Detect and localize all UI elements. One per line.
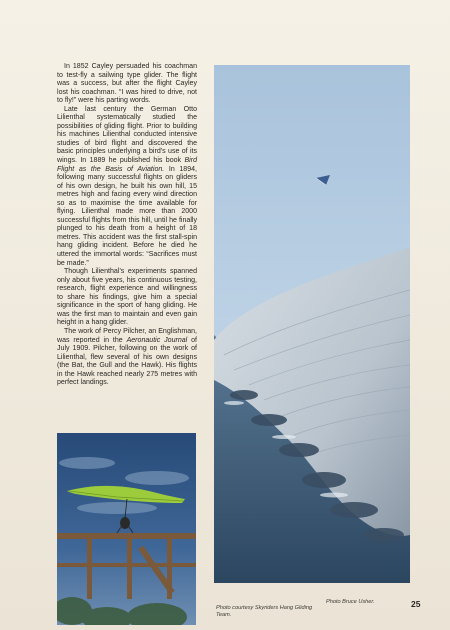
- paragraph-significance: Though Lilienthal’s experiments spanned only about five years, his continuous testing, research, flight experience and willingness to share his findings, give him a special significance in the sport of hang gliding. He was the first man to maintain and even gain height in a hang glider.: [57, 268, 197, 327]
- paragraph-lilienthal-part-2: In 1894, following many successful flights on gliders of his own design, he built his own hill, 15 metres high and facing every wind direction so as to maximise the time available for flying. Lilienthal made more than 2000 successful flights from this hill, until he finally plunged to his death from a height of 18 metres. This accident was the first stall-spin hang gliding incident. Before he died he uttered the immortal words: “Sacrifices must be made.”: [57, 165, 197, 267]
- paragraph-lilienthal: [57, 106, 197, 268]
- paragraph-pilcher-part-1: The work of Percy Pilcher, an Englishman, was reported in the: [57, 327, 197, 344]
- paragraph-pilcher: [57, 328, 197, 388]
- journal-title: Aeronautic Journal: [126, 336, 188, 344]
- glider-photo-image: [57, 433, 196, 625]
- glider-photo: [57, 433, 196, 625]
- paragraph-lilienthal-part-1: Late last century the German Otto Lilienthal systematically studied the possibilities of gliding flight. Prior to building his machines Lilienthal conducted intensive studies of bird flight and discovered the basic principles underlying a bird’s use of its wings. In 1889 he published his book: [57, 105, 197, 165]
- paragraph-pilcher-part-2: of July 1909. Pilcher, following on the work of Lilienthal, flew several of his own designs (the Bat, the Gull and the Hawk). His flights in the Hawk reached nearly 275 metres with perfect landings.: [57, 336, 197, 387]
- article-text-column: [57, 63, 197, 388]
- page-number: 25: [411, 599, 421, 609]
- paragraph-cayley: In 1852 Cayley persuaded his coachman to test-fly a sailwing type glider. The flight was a success, but after the flight Cayley lost his coachman. “I was hired to drive, not to fly!” were his parting words.: [57, 63, 197, 105]
- photo-credit-skyriders: Photo courtesy Skyriders Hang Gliding Team.: [216, 605, 313, 618]
- book-title: Bird Flight as the Basis of Aviation.: [57, 157, 197, 173]
- cliff-photo: [214, 65, 410, 583]
- photo-credit-usher: Photo Bruce Usher.: [326, 599, 375, 605]
- cliff-photo-image: [214, 65, 410, 583]
